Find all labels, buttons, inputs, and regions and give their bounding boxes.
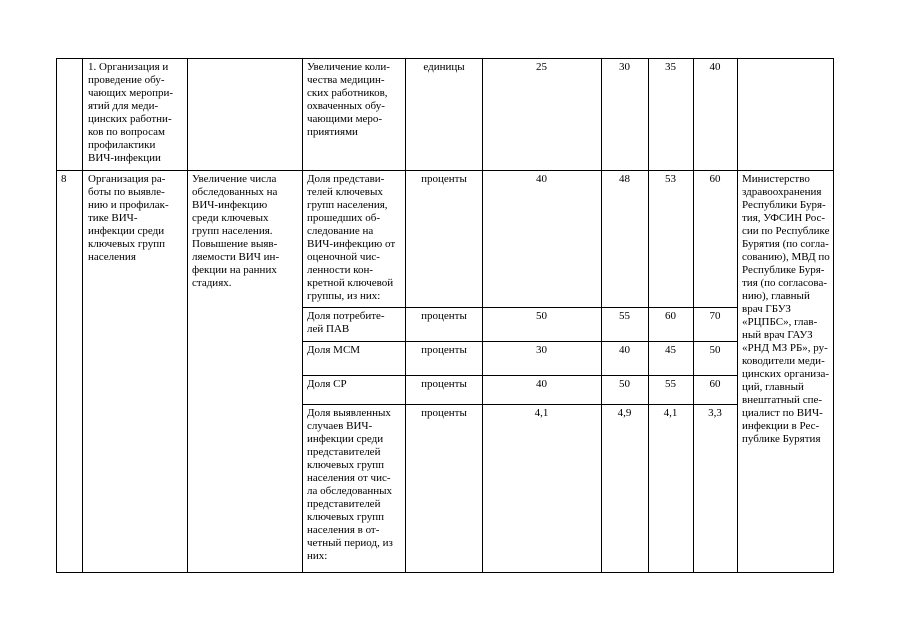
row-divider (56, 170, 833, 171)
value-cell: 35 (665, 61, 676, 73)
value-cell: 50 (709, 344, 721, 356)
value-cell: 25 (536, 61, 547, 73)
indicator-text: Доля выявленных случаев ВИЧ- инфекции среди представителей ключевых групп населения от чис- ла обследованных представителей ключевых групп населения в от- четный период, из них: (307, 407, 393, 562)
value-cell: 40 (709, 61, 721, 73)
value-cell: 30 (536, 344, 547, 356)
subrow-divider (302, 375, 738, 376)
indicator-text: Увеличение коли- чества медицин- ских работников, охваченных обу- чающими меро- приятиями (307, 61, 390, 138)
indicator-text: Доля СР (307, 378, 347, 390)
value-cell: 40 (536, 378, 547, 390)
value-cell: 40 (536, 173, 547, 185)
value-cell: 70 (709, 310, 721, 322)
indicator-text: Доля МСМ (307, 344, 361, 356)
unit-text: проценты (421, 378, 467, 390)
unit-text: проценты (421, 310, 467, 322)
value-cell: 40 (619, 344, 630, 356)
indicator-text: Доля потребите- лей ПАВ (307, 310, 385, 335)
unit-text: проценты (421, 344, 467, 356)
col-divider (302, 58, 303, 573)
activity-description: 1. Организация и проведение обу- чающих меропри- ятий для меди- цинских работни- ков по вопросам профилактики ВИЧ-инфекции (88, 61, 174, 164)
value-cell: 4,1 (663, 407, 678, 419)
value-cell: 4,1 (534, 407, 549, 419)
table-border-top (56, 58, 833, 59)
value-cell: 55 (665, 378, 676, 390)
activity-description: Организация ра- боты по выявле- нию и профилак- тике ВИЧ- инфекции среди ключевых групп населения (88, 173, 169, 263)
value-cell: 50 (536, 310, 547, 322)
subrow-divider (302, 341, 738, 342)
indicator-text: Доля представи- телей ключевых групп населения, прошедших об- следование на ВИЧ-инфекцию от оценочной чис- ленности кон- кретной ключевой группы, из них: (307, 173, 396, 302)
value-cell: 3,3 (708, 407, 722, 419)
subrow-divider (302, 404, 738, 405)
unit-text: проценты (421, 407, 467, 419)
unit-text: единицы (423, 61, 465, 73)
table-border-bottom (56, 572, 833, 573)
col-divider (737, 58, 738, 573)
value-cell: 55 (619, 310, 630, 322)
col-divider (187, 58, 188, 573)
value-cell: 4,9 (617, 407, 632, 419)
subrow-divider (302, 307, 738, 308)
value-cell: 53 (665, 173, 676, 185)
expected-result: Увеличение числа обследованных на ВИЧ-инфекцию среди ключевых групп населения. Повышение выяв- ляемости ВИЧ ин- фекции на ранних стадиях. (192, 173, 280, 289)
value-cell: 60 (665, 310, 676, 322)
value-cell: 50 (619, 378, 630, 390)
value-cell: 45 (665, 344, 676, 356)
col-divider (833, 58, 834, 573)
col-divider (82, 58, 83, 573)
unit-text: проценты (421, 173, 467, 185)
value-cell: 60 (709, 173, 721, 185)
row-number: 8 (61, 173, 67, 185)
responsible-text: Министерство здравоохранения Республики Буря- тия, УФСИН Рос- сии по Республике Бурятия (по согла- сованию), МВД по Республике Буря- тия (по согласова- нию), главный врач ГБУЗ «РЦПБС», глав- ный врач ГАУЗ «РНД МЗ РБ», ру- ководители меди- цинских организа- ций, главный внештатный спе- циалист по ВИЧ- инфекции в Рес- публике Бурятия (742, 173, 830, 445)
value-cell: 48 (619, 173, 630, 185)
value-cell: 30 (619, 61, 630, 73)
col-divider (56, 58, 57, 573)
value-cell: 60 (709, 378, 721, 390)
